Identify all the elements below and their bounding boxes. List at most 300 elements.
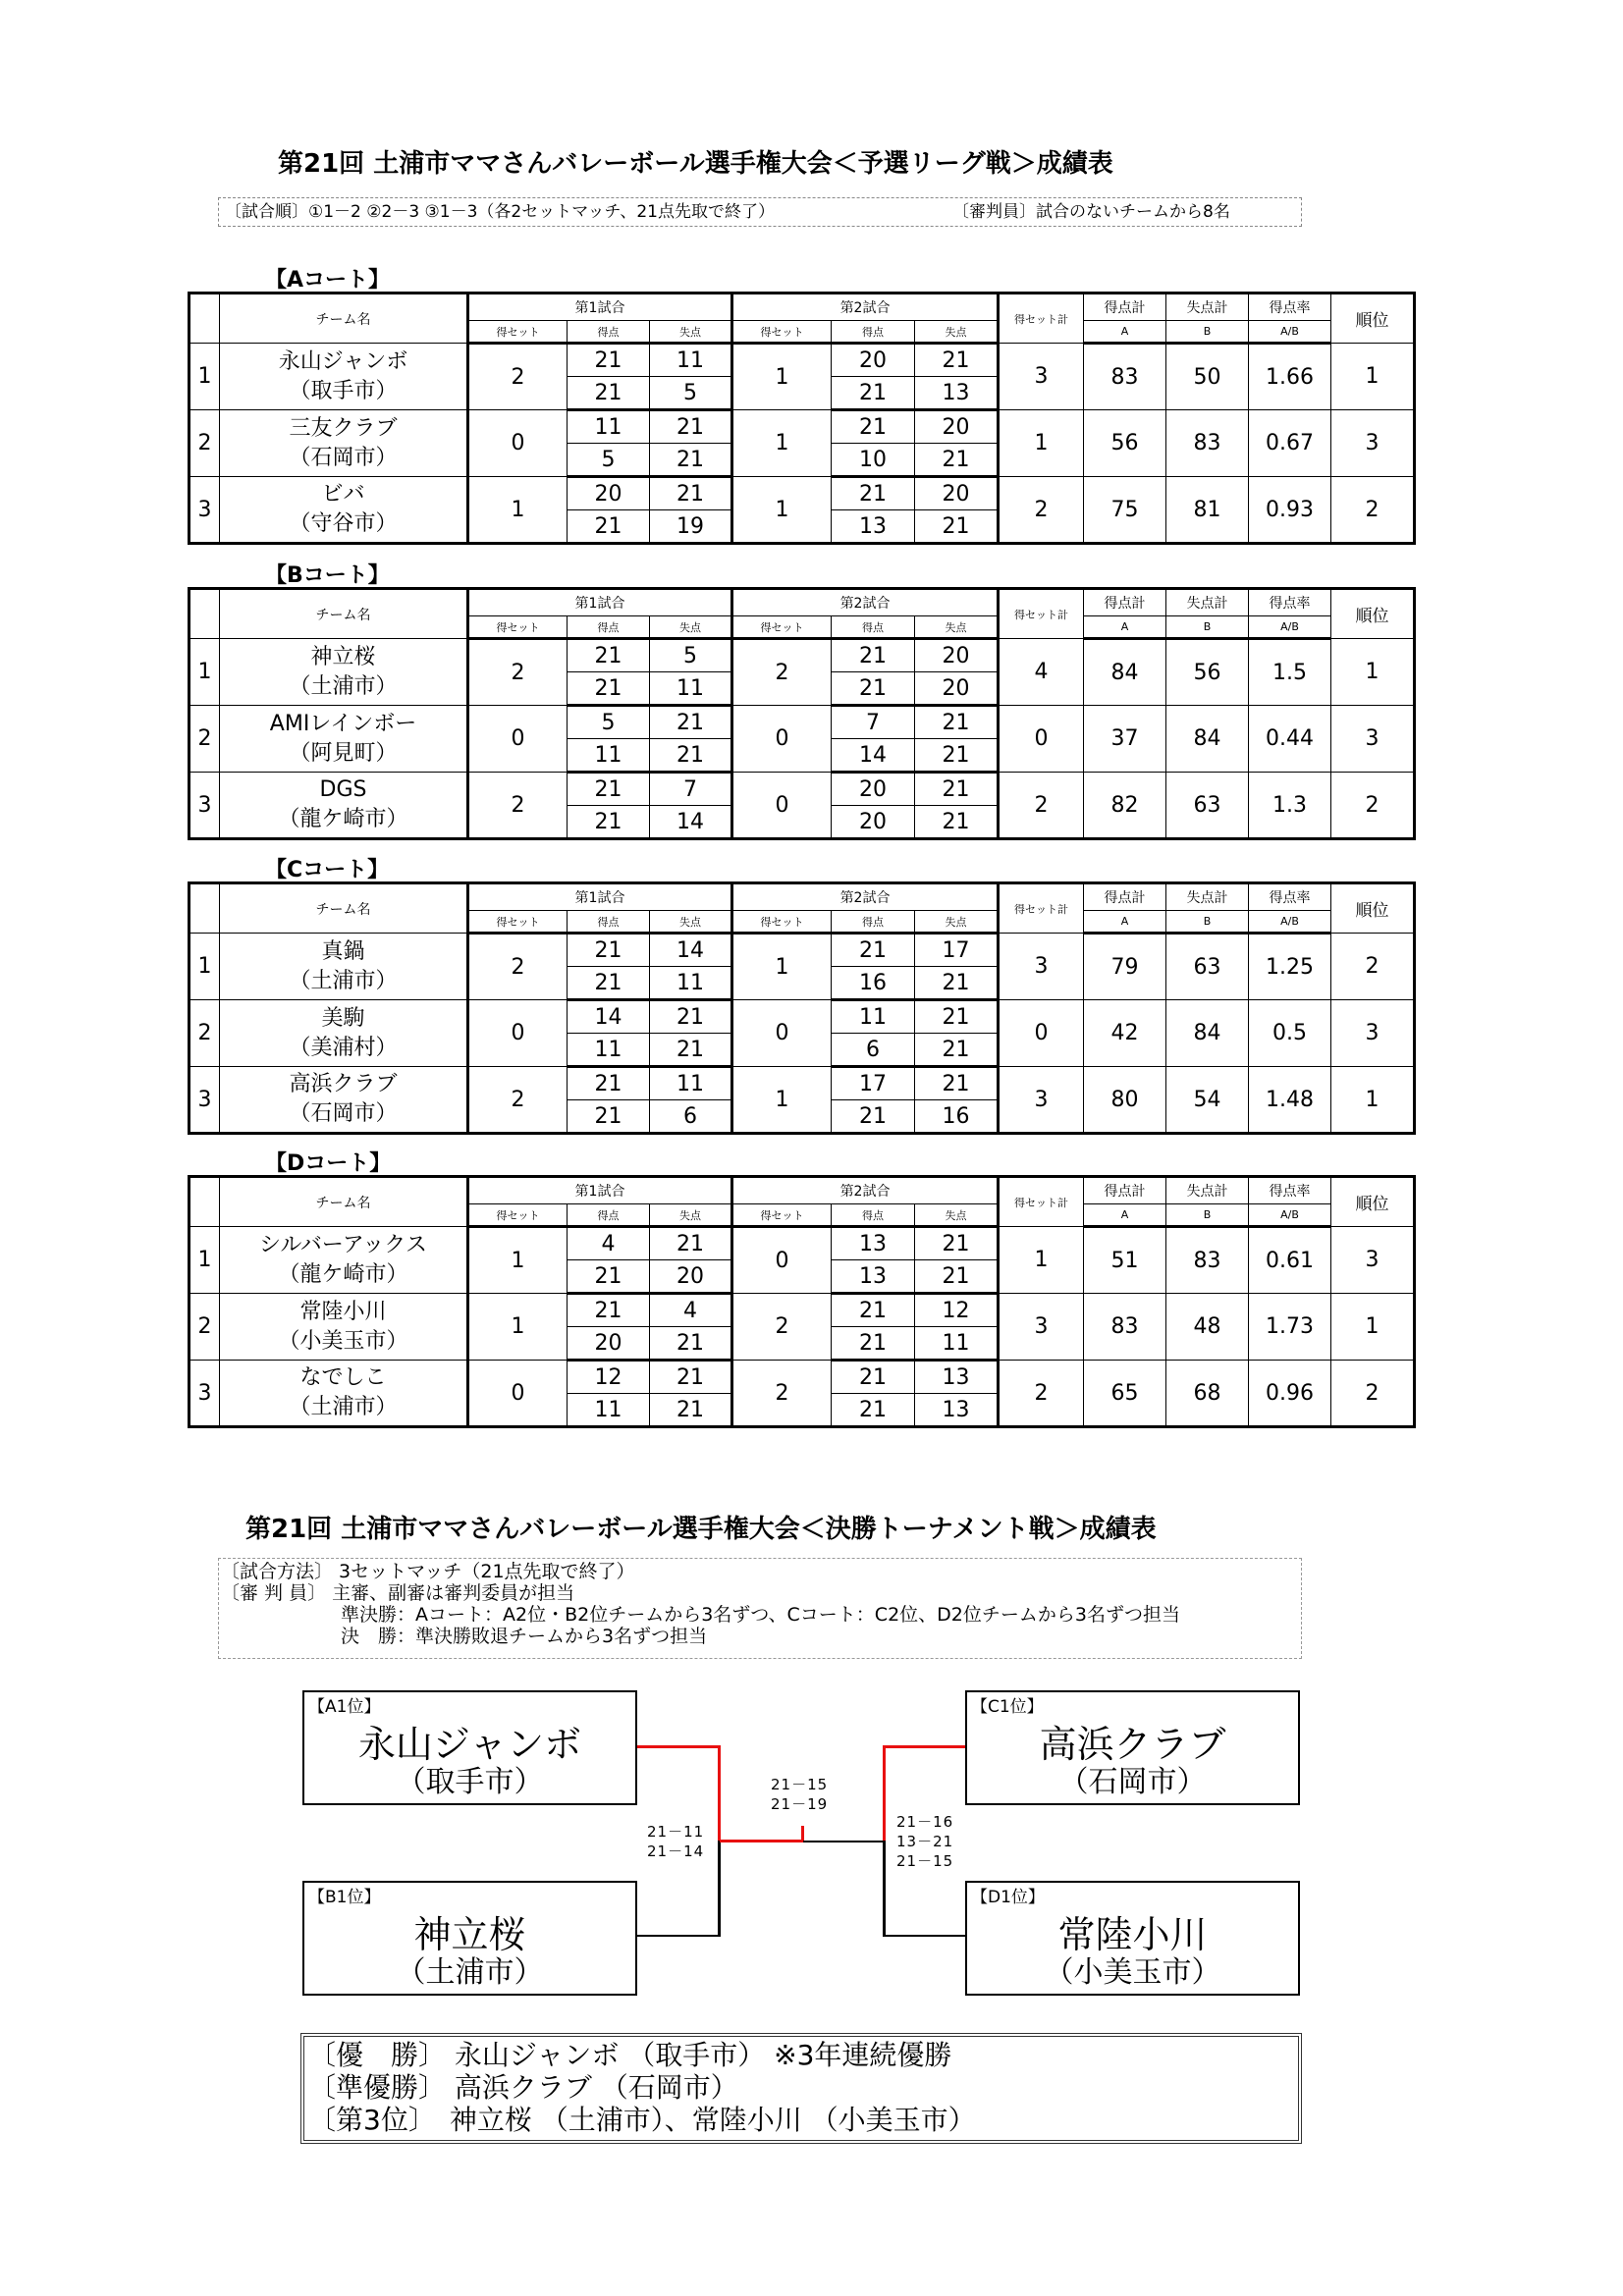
match1-sets: 0 <box>468 410 568 477</box>
match2-sets: 0 <box>732 1227 832 1294</box>
rank: 2 <box>1331 934 1415 1000</box>
match2-sets: 2 <box>732 639 832 706</box>
match2-set1-for: 21 <box>832 410 915 444</box>
seed-label: 【C1位】 <box>971 1697 1044 1717</box>
points-rate: 1.73 <box>1249 1294 1331 1361</box>
match1-set1-against: 14 <box>650 934 732 967</box>
points-total: 42 <box>1084 1000 1166 1067</box>
team-cell <box>220 1000 468 1067</box>
team-city: （石岡市） <box>1058 1765 1207 1799</box>
match2-sets: 0 <box>732 1000 832 1067</box>
match1-set2-for: 11 <box>568 739 650 773</box>
bracket-line-c1 <box>883 1745 965 1748</box>
bracket-box-c1 <box>965 1690 1300 1805</box>
set-total: 3 <box>999 344 1084 410</box>
points-against-header: 失点 <box>650 911 732 934</box>
points-against-header: 失点 <box>915 616 999 639</box>
rank: 3 <box>1331 410 1415 477</box>
tournament-info <box>218 1558 1302 1659</box>
match2-set2-for: 21 <box>832 1327 915 1361</box>
points-for-header: 得点 <box>568 321 650 344</box>
match1-set2-for: 20 <box>568 1327 650 1361</box>
points-total: 37 <box>1084 706 1166 773</box>
match1-sets: 2 <box>468 344 568 410</box>
points-rate: 1.25 <box>1249 934 1331 1000</box>
bracket-line-b1-up <box>718 1841 721 1937</box>
match1-set1-for: 21 <box>568 1067 650 1100</box>
match2-set2-for: 13 <box>832 1260 915 1294</box>
ab-header: A/B <box>1249 911 1331 934</box>
match2-sets: 2 <box>732 1361 832 1427</box>
points-for-header: 得点 <box>832 321 915 344</box>
league-title: 第21回 土浦市ママさんバレーボール選手権大会＜予選リーグ戦＞成績表 <box>278 149 1113 179</box>
team-name: 高浜クラブ <box>1039 1723 1226 1766</box>
set-won-header: 得セット <box>732 1204 832 1227</box>
match2-set2-against: 13 <box>915 1394 999 1427</box>
a-header: A <box>1084 321 1166 344</box>
seed-label: 【B1位】 <box>308 1888 381 1907</box>
match2-sets: 1 <box>732 477 832 544</box>
match2-set2-against: 21 <box>915 510 999 544</box>
rank: 1 <box>1331 1294 1415 1361</box>
match1-set1-against: 7 <box>650 773 732 806</box>
match2-set2-for: 21 <box>832 672 915 706</box>
set-total-header: 得セット計 <box>999 883 1084 934</box>
team-cell <box>220 1067 468 1134</box>
team-city: （阿見町） <box>289 740 398 766</box>
set-score: 21－15 <box>896 1852 954 1870</box>
team-number: 3 <box>189 477 220 544</box>
lost-total: 68 <box>1166 1361 1249 1427</box>
team-header: チーム名 <box>220 1177 468 1227</box>
team-cell <box>220 934 468 1000</box>
team-number: 3 <box>189 1067 220 1134</box>
points-total-header: 得点計 <box>1084 883 1166 911</box>
match1-set2-against: 20 <box>650 1260 732 1294</box>
match1-set2-for: 21 <box>568 967 650 1000</box>
team-city: （守谷市） <box>289 511 398 536</box>
match1-set1-for: 21 <box>568 934 650 967</box>
team-city: （小美玉市） <box>1044 1955 1221 1990</box>
match2-set2-for: 10 <box>832 444 915 477</box>
team-name: 常陸小川 <box>299 1299 387 1324</box>
rank-header: 順位 <box>1331 883 1415 934</box>
set-total-header: 得セット計 <box>999 589 1084 639</box>
team-name: ビバ <box>321 482 365 507</box>
court-label: 【Cコート】 <box>265 858 390 882</box>
points-for-header: 得点 <box>832 911 915 934</box>
match1-set2-for: 21 <box>568 806 650 839</box>
points-rate: 1.66 <box>1249 344 1331 410</box>
match1-set1-for: 21 <box>568 1294 650 1327</box>
rank-header: 順位 <box>1331 294 1415 344</box>
league-notes <box>218 197 1302 227</box>
lost-total: 63 <box>1166 773 1249 839</box>
match1-sets: 0 <box>468 706 568 773</box>
set-total-header: 得セット計 <box>999 1177 1084 1227</box>
match2-set2-against: 13 <box>915 377 999 410</box>
set-won-header: 得セット <box>732 321 832 344</box>
tournament-title: 第21回 土浦市ママさんバレーボール選手権大会＜決勝トーナメント戦＞成績表 <box>245 1515 1157 1544</box>
match1-set1-against: 21 <box>650 1000 732 1034</box>
ab-header: A/B <box>1249 321 1331 344</box>
match1-set2-for: 21 <box>568 672 650 706</box>
lost-total: 50 <box>1166 344 1249 410</box>
match1-sets: 2 <box>468 1067 568 1134</box>
bracket-line-a1 <box>637 1745 720 1748</box>
match1-set1-against: 21 <box>650 410 732 444</box>
lost-total: 84 <box>1166 706 1249 773</box>
match2-set1-against: 21 <box>915 344 999 377</box>
team-city: （美浦村） <box>289 1035 398 1060</box>
points-total: 80 <box>1084 1067 1166 1134</box>
lost-total-header: 失点計 <box>1166 1177 1249 1204</box>
team-name: 永山ジャンボ <box>357 1723 582 1766</box>
team-number: 2 <box>189 1000 220 1067</box>
set-total: 1 <box>999 1227 1084 1294</box>
team-city: （取手市） <box>396 1765 544 1799</box>
bracket-line-final-left <box>720 1840 803 1842</box>
team-name: シルバーアックス <box>258 1232 428 1257</box>
set-total: 3 <box>999 1067 1084 1134</box>
lost-total-header: 失点計 <box>1166 589 1249 616</box>
team-number: 2 <box>189 706 220 773</box>
match2-set2-against: 21 <box>915 1260 999 1294</box>
match1-set1-against: 5 <box>650 639 732 672</box>
set-won-header: 得セット <box>732 616 832 639</box>
match2-set1-for: 20 <box>832 344 915 377</box>
b-header: B <box>1166 1204 1249 1227</box>
points-for-header: 得点 <box>832 616 915 639</box>
b-header: B <box>1166 616 1249 639</box>
no-header <box>189 589 220 639</box>
match1-set2-against: 21 <box>650 444 732 477</box>
semifinal-left-scores <box>647 1822 704 1861</box>
team-cell <box>220 706 468 773</box>
rank: 3 <box>1331 1000 1415 1067</box>
set-total: 0 <box>999 706 1084 773</box>
match1-set2-against: 19 <box>650 510 732 544</box>
match2-set1-for: 21 <box>832 639 915 672</box>
no-header <box>189 883 220 934</box>
team-city: （石岡市） <box>289 1101 398 1126</box>
match2-header: 第2試合 <box>732 294 999 321</box>
team-city: （龍ケ崎市） <box>278 807 408 831</box>
points-total: 75 <box>1084 477 1166 544</box>
points-total: 82 <box>1084 773 1166 839</box>
points-total: 65 <box>1084 1361 1166 1427</box>
team-name: AMIレインボー <box>269 711 417 736</box>
match2-set1-for: 7 <box>832 706 915 739</box>
team-name: 真鍋 <box>321 938 365 964</box>
match2-set2-against: 21 <box>915 444 999 477</box>
rank: 3 <box>1331 706 1415 773</box>
bracket-line-c1-down <box>883 1745 886 1841</box>
bracket-line-d1 <box>883 1935 965 1937</box>
match1-set1-for: 14 <box>568 1000 650 1034</box>
match2-set1-for: 21 <box>832 477 915 510</box>
points-against-header: 失点 <box>650 1204 732 1227</box>
points-total: 84 <box>1084 639 1166 706</box>
court-label: 【Dコート】 <box>265 1151 392 1176</box>
lost-total: 56 <box>1166 639 1249 706</box>
points-rate: 0.44 <box>1249 706 1331 773</box>
match1-set2-for: 11 <box>568 1394 650 1427</box>
match2-sets: 1 <box>732 1067 832 1134</box>
rank-header: 順位 <box>1331 589 1415 639</box>
match2-sets: 0 <box>732 706 832 773</box>
result-runner-up: 〔準優勝〕 高浜クラブ （石岡市） <box>308 2071 738 2104</box>
team-number: 1 <box>189 934 220 1000</box>
set-total-header: 得セット計 <box>999 294 1084 344</box>
lost-total: 83 <box>1166 410 1249 477</box>
match2-set2-for: 13 <box>832 510 915 544</box>
set-won-header: 得セット <box>732 911 832 934</box>
rank: 3 <box>1331 1227 1415 1294</box>
match2-set1-against: 20 <box>915 410 999 444</box>
match2-set2-against: 11 <box>915 1327 999 1361</box>
set-score: 21－16 <box>896 1813 954 1831</box>
match2-set2-for: 14 <box>832 739 915 773</box>
match2-set2-against: 21 <box>915 967 999 1000</box>
match1-set1-for: 20 <box>568 477 650 510</box>
match1-header: 第1試合 <box>468 883 732 911</box>
team-cell <box>220 1294 468 1361</box>
match1-set1-for: 21 <box>568 639 650 672</box>
set-score: 21－11 <box>647 1823 705 1841</box>
court-label: 【Bコート】 <box>265 563 390 588</box>
points-for-header: 得点 <box>568 911 650 934</box>
team-name: 三友クラブ <box>289 415 398 441</box>
points-rate: 0.67 <box>1249 410 1331 477</box>
ab-header: A/B <box>1249 616 1331 639</box>
team-city: （土浦市） <box>289 968 398 993</box>
match1-set2-against: 11 <box>650 967 732 1000</box>
match2-set1-against: 13 <box>915 1361 999 1394</box>
match1-set1-for: 11 <box>568 410 650 444</box>
rank: 2 <box>1331 773 1415 839</box>
court-table <box>188 587 1416 840</box>
ab-header: A/B <box>1249 1204 1331 1227</box>
set-total: 4 <box>999 639 1084 706</box>
points-rate: 1.3 <box>1249 773 1331 839</box>
team-header: チーム名 <box>220 883 468 934</box>
match1-set2-against: 21 <box>650 739 732 773</box>
match2-set1-against: 20 <box>915 639 999 672</box>
match2-set2-against: 16 <box>915 1100 999 1134</box>
a-header: A <box>1084 911 1166 934</box>
rate-header: 得点率 <box>1249 294 1331 321</box>
points-total: 83 <box>1084 1294 1166 1361</box>
set-won-header: 得セット <box>468 321 568 344</box>
points-for-header: 得点 <box>568 1204 650 1227</box>
team-header: チーム名 <box>220 294 468 344</box>
points-total: 51 <box>1084 1227 1166 1294</box>
b-header: B <box>1166 321 1249 344</box>
info-line-referee: 〔審 判 員〕 主審、副審は審判委員が担当 <box>221 1582 575 1604</box>
semifinal-right-scores <box>896 1812 953 1871</box>
set-score: 21－19 <box>771 1795 829 1813</box>
lost-total: 83 <box>1166 1227 1249 1294</box>
match1-set2-for: 21 <box>568 1260 650 1294</box>
match2-set1-against: 21 <box>915 1000 999 1034</box>
points-total-header: 得点計 <box>1084 1177 1166 1204</box>
match2-set1-against: 21 <box>915 1227 999 1260</box>
match1-set1-against: 21 <box>650 1227 732 1260</box>
points-total: 79 <box>1084 934 1166 1000</box>
team-number: 2 <box>189 1294 220 1361</box>
court-table <box>188 1175 1416 1428</box>
match1-set2-against: 21 <box>650 1034 732 1067</box>
match2-set2-for: 6 <box>832 1034 915 1067</box>
rate-header: 得点率 <box>1249 589 1331 616</box>
court-table <box>188 881 1416 1135</box>
points-total-header: 得点計 <box>1084 294 1166 321</box>
points-rate: 0.5 <box>1249 1000 1331 1067</box>
lost-total-header: 失点計 <box>1166 883 1249 911</box>
team-cell <box>220 344 468 410</box>
result-champion: 〔優 勝〕 永山ジャンボ （取手市） ※3年連続優勝 <box>308 2039 952 2071</box>
match2-set2-against: 21 <box>915 1034 999 1067</box>
match2-set2-for: 21 <box>832 377 915 410</box>
team-name: 神立桜 <box>413 1913 526 1956</box>
team-city: （石岡市） <box>289 445 398 470</box>
bracket-box-d1 <box>965 1881 1300 1996</box>
match2-sets: 1 <box>732 410 832 477</box>
lost-total-header: 失点計 <box>1166 294 1249 321</box>
seed-label: 【A1位】 <box>308 1697 381 1717</box>
match2-sets: 2 <box>732 1294 832 1361</box>
set-won-header: 得セット <box>468 911 568 934</box>
match1-set2-for: 21 <box>568 377 650 410</box>
match1-set1-for: 21 <box>568 773 650 806</box>
match1-set1-for: 4 <box>568 1227 650 1260</box>
bracket-line-a1-down <box>718 1745 721 1841</box>
no-header <box>189 294 220 344</box>
final-scores <box>771 1775 828 1814</box>
match1-set2-for: 21 <box>568 1100 650 1134</box>
match2-set2-for: 20 <box>832 806 915 839</box>
set-score: 13－21 <box>896 1833 954 1850</box>
match1-sets: 0 <box>468 1000 568 1067</box>
match2-set1-for: 21 <box>832 1361 915 1394</box>
team-cell <box>220 410 468 477</box>
team-city: （土浦市） <box>289 1395 398 1419</box>
info-line-final: 決 勝：準決勝敗退チームから3名ずつ担当 <box>341 1626 708 1647</box>
seed-label: 【D1位】 <box>971 1888 1045 1907</box>
final-results <box>300 2033 1302 2144</box>
match1-set1-against: 21 <box>650 477 732 510</box>
match2-set2-for: 21 <box>832 1394 915 1427</box>
match1-sets: 2 <box>468 934 568 1000</box>
match2-header: 第2試合 <box>732 883 999 911</box>
match1-set1-against: 21 <box>650 706 732 739</box>
match2-sets: 0 <box>732 773 832 839</box>
match1-set2-for: 5 <box>568 444 650 477</box>
team-cell <box>220 773 468 839</box>
points-total: 56 <box>1084 410 1166 477</box>
match1-set2-against: 14 <box>650 806 732 839</box>
court-table <box>188 292 1416 545</box>
match1-set1-against: 4 <box>650 1294 732 1327</box>
points-against-header: 失点 <box>915 321 999 344</box>
rank-header: 順位 <box>1331 1177 1415 1227</box>
result-third-place: 〔第3位〕 神立桜 （土浦市）、常陸小川 （小美玉市） <box>308 2104 976 2136</box>
points-rate: 1.5 <box>1249 639 1331 706</box>
match1-set2-for: 11 <box>568 1034 650 1067</box>
match1-set1-against: 11 <box>650 344 732 377</box>
match2-set1-for: 13 <box>832 1227 915 1260</box>
match2-set2-against: 20 <box>915 672 999 706</box>
set-score: 21－14 <box>647 1842 705 1860</box>
set-total: 2 <box>999 773 1084 839</box>
points-for-header: 得点 <box>568 616 650 639</box>
lost-total: 81 <box>1166 477 1249 544</box>
team-number: 3 <box>189 1361 220 1427</box>
points-total-header: 得点計 <box>1084 589 1166 616</box>
points-rate: 0.61 <box>1249 1227 1331 1294</box>
team-name: 永山ジャンボ <box>278 348 408 374</box>
points-against-header: 失点 <box>915 1204 999 1227</box>
match1-set1-for: 21 <box>568 344 650 377</box>
team-header: チーム名 <box>220 589 468 639</box>
info-line-method: 〔試合方法〕 3セットマッチ（21点先取で終了） <box>221 1561 635 1582</box>
rate-header: 得点率 <box>1249 1177 1331 1204</box>
lost-total: 48 <box>1166 1294 1249 1361</box>
set-total: 2 <box>999 1361 1084 1427</box>
match1-header: 第1試合 <box>468 1177 732 1204</box>
team-number: 1 <box>189 639 220 706</box>
match2-set1-against: 12 <box>915 1294 999 1327</box>
match1-set1-for: 12 <box>568 1361 650 1394</box>
a-header: A <box>1084 616 1166 639</box>
no-header <box>189 1177 220 1227</box>
bracket-box-a1 <box>302 1690 637 1805</box>
team-number: 1 <box>189 344 220 410</box>
match2-sets: 1 <box>732 344 832 410</box>
points-rate: 0.93 <box>1249 477 1331 544</box>
match1-set2-against: 21 <box>650 1327 732 1361</box>
points-against-header: 失点 <box>915 911 999 934</box>
match1-set1-against: 21 <box>650 1361 732 1394</box>
team-name: DGS <box>319 777 367 802</box>
match2-set1-for: 11 <box>832 1000 915 1034</box>
match1-set2-for: 21 <box>568 510 650 544</box>
set-total: 2 <box>999 477 1084 544</box>
match1-sets: 1 <box>468 1227 568 1294</box>
match2-set2-against: 21 <box>915 806 999 839</box>
set-total: 3 <box>999 1294 1084 1361</box>
match2-set2-against: 21 <box>915 739 999 773</box>
lost-total: 54 <box>1166 1067 1249 1134</box>
set-won-header: 得セット <box>468 1204 568 1227</box>
set-total: 0 <box>999 1000 1084 1067</box>
team-cell <box>220 477 468 544</box>
referee-note: 〔審判員〕試合のないチームから8名 <box>952 202 1230 222</box>
team-name: 高浜クラブ <box>289 1072 398 1096</box>
lost-total: 84 <box>1166 1000 1249 1067</box>
rank: 1 <box>1331 639 1415 706</box>
match1-sets: 2 <box>468 639 568 706</box>
match2-header: 第2試合 <box>732 1177 999 1204</box>
match1-set2-against: 5 <box>650 377 732 410</box>
match2-header: 第2試合 <box>732 589 999 616</box>
court-label: 【Aコート】 <box>265 268 391 293</box>
bracket-line-b1 <box>637 1935 720 1937</box>
bracket-line-d1-up <box>883 1841 886 1937</box>
rate-header: 得点率 <box>1249 883 1331 911</box>
team-number: 2 <box>189 410 220 477</box>
